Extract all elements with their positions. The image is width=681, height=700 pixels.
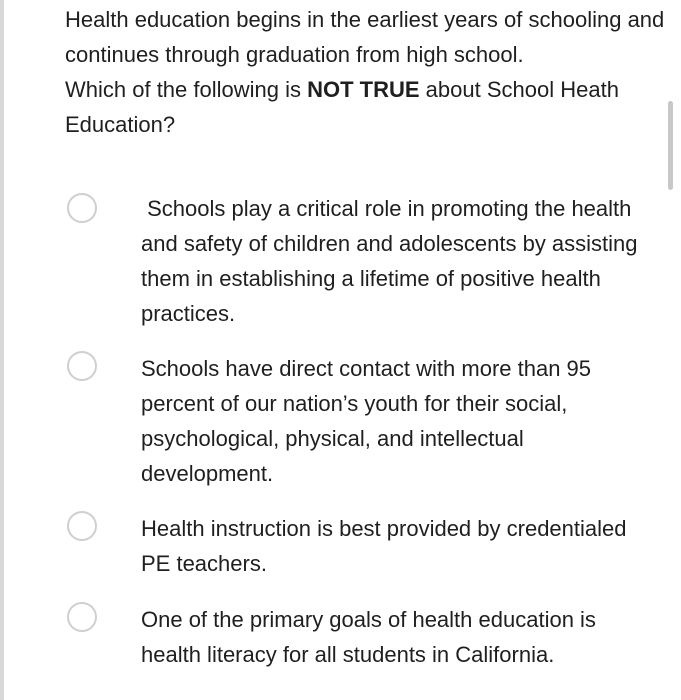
answer-option-4[interactable]: [0, 602, 681, 672]
answer-option-text: One of the primary goals of health education is health literacy for all students in California.: [141, 607, 603, 667]
question-intro: Health education begins in the earliest years of schooling and continues through graduation from high school.: [65, 7, 665, 67]
answer-option-text: Schools have direct contact with more than 95 percent of our nation’s youth for their social, psychological, physical, and intellectual development.: [141, 356, 598, 486]
radio-button[interactable]: [67, 602, 97, 632]
question-prompt-end: about School Heath Education?: [65, 77, 619, 137]
scrollbar-thumb[interactable]: [668, 101, 673, 190]
radio-button[interactable]: [67, 193, 97, 223]
answer-option-text: Health instruction is best provided by credentialed PE teachers.: [141, 516, 633, 576]
radio-button[interactable]: [67, 351, 97, 381]
question-prompt: [65, 72, 665, 142]
answer-option-2[interactable]: [0, 351, 681, 491]
radio-button[interactable]: [67, 511, 97, 541]
question-block: [65, 2, 665, 142]
answer-option-1[interactable]: [0, 191, 681, 331]
left-border: [0, 0, 4, 700]
answer-option-text: Schools play a critical role in promoting the health and safety of children and adolescents by assisting them in establishing a lifetime of positive health practices.: [141, 196, 644, 326]
question-emphasis: NOT TRUE: [307, 77, 420, 102]
question-prompt-start: Which of the following is: [65, 77, 308, 102]
answer-option-3[interactable]: [0, 511, 681, 581]
